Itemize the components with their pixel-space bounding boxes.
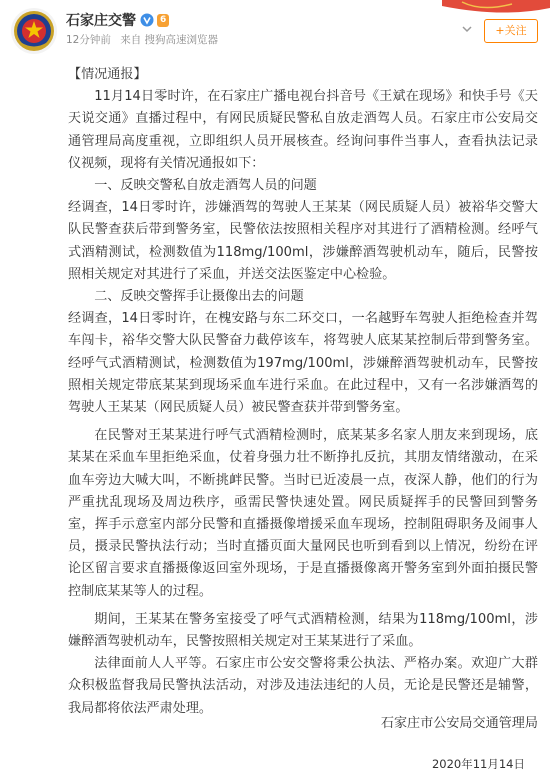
post-tag: 【情况通报】 <box>68 67 147 82</box>
avatar[interactable] <box>11 8 57 54</box>
decorative-banner-icon <box>442 0 550 18</box>
post-date: 2020年11月14日 <box>431 757 525 771</box>
chevron-down-icon[interactable] <box>460 22 474 36</box>
verified-v-icon <box>140 13 154 27</box>
post-signature: 石家庄市公安局交通管理局 <box>380 716 538 731</box>
post-paragraph: 期间，王某某在警务室接受了呼气式酒精检测，结果为118mg/100ml，涉嫌醉酒驾驶机动车，民警按照相关规定对王某某进行了采血。 <box>68 611 538 650</box>
post-header <box>0 0 550 62</box>
post-meta <box>66 32 224 47</box>
follow-button[interactable]: +关注 <box>484 19 538 43</box>
account-name-row <box>66 10 169 30</box>
post-paragraph: 法律面前人人平等。石家庄市公安交警将秉公执法、严格办案。欢迎广大群众积极监督我局民警执法活动，对涉及违法违纪的人员，无论是民警还是辅警，我局都将依法严肃处理。 <box>68 656 538 716</box>
post-content <box>68 64 538 720</box>
post-paragraph: 在民警对王某某进行呼气式酒精检测时，底某某多名家人朋友来到现场，底某某在采血车里拒绝采血，仗着身强力壮不断挣扎反抗，其朋友情绪激动，在采血车旁边大喊大叫，不断挑衅民警。当时已近凌晨一点，夜深人静，他们的行为严重扰乱现场及周边秩序，亟需民警快速处置。网民质疑挥手的民警回到警务室，挥手示意室内部分民警和直播摄像增援采血车现场，控制阻碍职务及闹事人员，摄录民警执法行动；当时直播页面大量网民也听到看到以上情况，纷纷在评论区留言要求直播摄像返回室外现场，于是直播摄像离开警务室到外面拍摄民警控制底某某等人的过程。 <box>68 428 538 599</box>
post-paragraph: 经调查，14日零时许，涉嫌酒驾的驾驶人王某某（网民质疑人员）被裕华交警大队民警查获后带到警务室，民警依法按照相关程序对其进行了酒精检测。经呼气式酒精测试，检测数值为118mg/100ml，涉嫌醉酒驾驶机动车，随后，民警按照相关规定对其进行了采血，并送交法医鉴定中心检验。 <box>68 200 538 282</box>
post-section-heading: 一、反映交警私自放走酒驾人员的问题 <box>94 178 317 194</box>
post-source: 来自 搜狗高速浏览器 <box>120 34 219 46</box>
police-emblem-icon <box>11 8 57 54</box>
post-paragraph: 11月14日零时许，在石家庄广播电视台抖音号《王斌在现场》和快手号《天天说交通》直播过程中，有网民质疑民警私自放走酒驾人员。石家庄市公安局交通管理局高度重视，立即组织人员开展核查。经询问事件当事人，查看执法记录仪视频，现将有关情况通报如下： <box>68 89 538 171</box>
post-paragraph: 经调查，14日零时许，在槐安路与东二环交口，一名越野车驾驶人拒绝检查并驾车闯卡，裕华交警大队民警奋力截停该车，将驾驶人底某某控制后带到警务室。经呼气式酒精测试，检测数值为197mg/100ml，涉嫌醉酒驾驶机动车，民警按照相关规定带底某某到现场采血车进行采血。在此过程中，又有一名涉嫌酒驾的驾驶人王某某（网民质疑人员）被民警查获并带到警务室。 <box>68 311 538 416</box>
post-section-heading: 二、反映交警挥手让摄像出去的问题 <box>94 289 304 305</box>
post-time[interactable]: 12分钟前 <box>66 34 111 46</box>
account-name[interactable]: 石家庄交警 <box>66 13 136 29</box>
vip-level-badge: 6 <box>157 14 169 27</box>
